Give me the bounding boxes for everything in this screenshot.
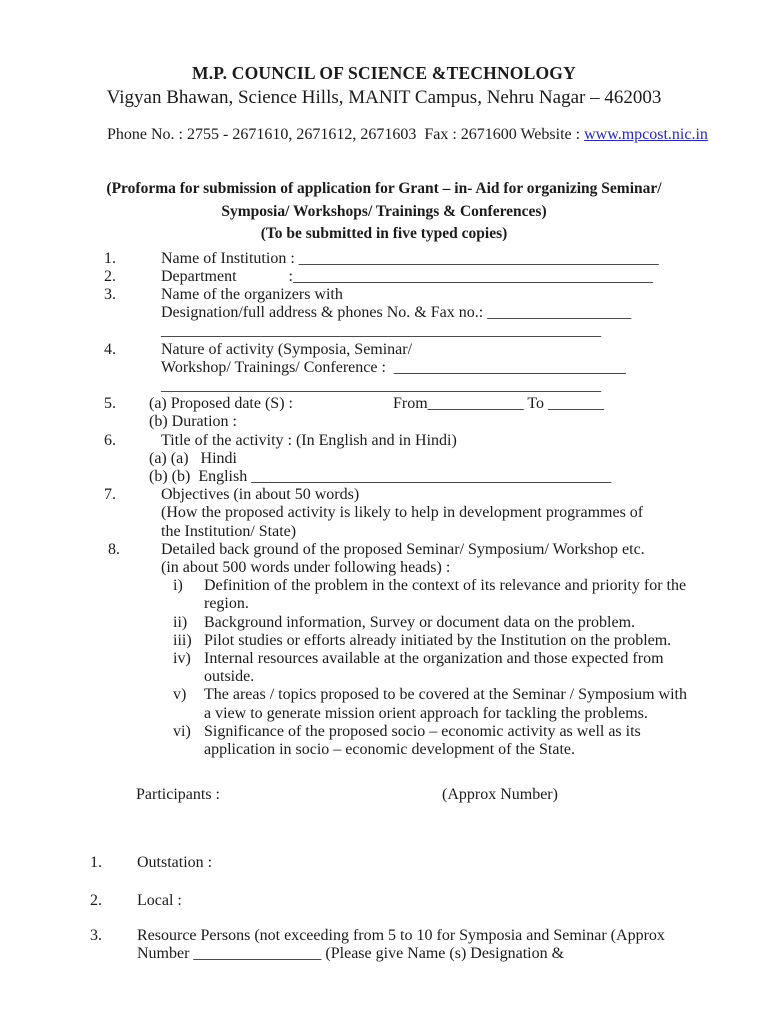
form-line xyxy=(104,250,768,268)
line-text: Title of the activity : (In English and in Hindi) xyxy=(161,431,457,449)
form-items-list xyxy=(104,250,768,760)
roman-numeral xyxy=(173,595,204,613)
roman-numeral xyxy=(173,705,204,723)
form-line xyxy=(104,486,768,504)
breakdown-line xyxy=(90,945,768,963)
participants-breakdown-list xyxy=(90,854,768,963)
item-number: 2. xyxy=(90,891,102,909)
line-text: (b) (b) English _____________________________________________ xyxy=(149,467,612,485)
item-number: 5. xyxy=(104,395,116,413)
line-text: Nature of activity (Symposia, Seminar/ xyxy=(161,340,413,358)
item-number xyxy=(104,741,161,759)
proforma-line-3: (To be submitted in five typed copies) xyxy=(260,225,508,242)
form-line xyxy=(104,705,768,723)
roman-numeral: iii) xyxy=(173,631,192,649)
item-number xyxy=(104,705,161,723)
line-text: Objectives (in about 50 words) xyxy=(161,486,360,504)
form-line xyxy=(104,741,768,759)
line-text: Detailed back ground of the proposed Seminar/ Symposium/ Workshop etc. xyxy=(161,540,645,558)
item-number xyxy=(104,686,161,704)
roman-numeral: vi) xyxy=(173,722,191,740)
item-number: 6. xyxy=(104,431,116,449)
line-text: The areas / topics proposed to be covered at the Seminar / Symposium with xyxy=(204,686,687,704)
line-text: (a) Proposed date (S) : From____________ To _______ xyxy=(149,395,604,413)
item-number xyxy=(104,650,161,668)
line-text: region. xyxy=(204,595,249,613)
item-number: 1. xyxy=(104,249,116,267)
form-line xyxy=(104,286,768,304)
form-line xyxy=(104,341,768,359)
item-number xyxy=(104,723,161,741)
item-number xyxy=(104,577,161,595)
item-number: 8. xyxy=(104,540,120,558)
line-text: (in about 500 words under following heads) : xyxy=(161,558,451,576)
item-number: 4. xyxy=(104,340,116,358)
line-text: Local : xyxy=(137,891,182,909)
item-number: 3. xyxy=(104,285,116,303)
approx-number-label: (Approx Number) xyxy=(441,786,558,804)
form-line xyxy=(104,504,768,522)
line-text: Resource Persons (not exceeding from 5 to 10 for Symposia and Seminar (Approx xyxy=(137,926,665,944)
item-number xyxy=(104,523,161,541)
line-text: (a) (a) Hindi xyxy=(149,449,237,467)
form-line xyxy=(104,413,768,431)
line-text: the Institution/ State) xyxy=(161,522,297,540)
contact-line xyxy=(107,124,768,146)
proforma-line-1: (Proforma for submission of application for Grant – in- Aid for organizing Seminar/ xyxy=(106,180,662,197)
line-text: (b) Duration : xyxy=(149,413,237,431)
form-line xyxy=(104,377,768,395)
form-line xyxy=(104,650,768,668)
line-text: Outstation : xyxy=(137,854,213,872)
proforma-title xyxy=(0,178,768,246)
form-line xyxy=(104,395,768,413)
form-line xyxy=(104,268,768,286)
form-line xyxy=(104,450,768,468)
item-number: 7. xyxy=(104,486,116,504)
roman-numeral: v) xyxy=(173,686,187,704)
form-line xyxy=(104,614,768,632)
item-number: 2. xyxy=(104,267,116,285)
item-number xyxy=(104,359,161,377)
roman-numeral: iv) xyxy=(173,649,191,667)
item-number xyxy=(104,595,161,613)
item-number xyxy=(104,304,161,322)
line-text: Department :_____________________________________________ xyxy=(161,267,653,285)
line-text: _______________________________________________________ xyxy=(161,322,601,340)
item-number xyxy=(90,945,137,963)
roman-numeral: i) xyxy=(173,577,183,595)
form-line xyxy=(104,577,768,595)
line-text: Significance of the proposed socio – economic activity as well as its xyxy=(204,722,641,740)
roman-numeral: ii) xyxy=(173,613,188,631)
line-text: Background information, Survey or document data on the problem. xyxy=(204,613,636,631)
proforma-line-2: Symposia/ Workshops/ Trainings & Conferences) xyxy=(221,202,547,220)
line-text: application in socio – economic development of the State. xyxy=(204,740,576,758)
participants-label: Participants : xyxy=(136,786,220,804)
line-text: Workshop/ Trainings/ Conference : _____________________________ xyxy=(161,358,626,376)
line-text: Name of Institution : _____________________________________________ xyxy=(161,249,659,267)
form-line xyxy=(104,723,768,741)
org-address: Vigyan Bhawan, Science Hills, MANIT Campus, Nehru Nagar – 462003 xyxy=(106,87,662,108)
item-number xyxy=(104,632,161,650)
participants-row xyxy=(136,786,768,804)
form-line xyxy=(104,686,768,704)
website-link[interactable]: www.mpcost.nic.in xyxy=(584,126,708,143)
item-number xyxy=(104,559,161,577)
breakdown-line xyxy=(90,892,768,910)
form-line xyxy=(104,432,768,450)
item-number: 3. xyxy=(90,926,102,944)
form-line xyxy=(104,668,768,686)
line-text: Designation/full address & phones No. & Fax no.: __________________ xyxy=(161,304,632,322)
line-text: Pilot studies or efforts already initiated by the Institution on the problem. xyxy=(204,631,672,649)
line-text: Definition of the problem in the context of its relevance and priority for the xyxy=(204,577,687,595)
form-line xyxy=(104,595,768,613)
form-line xyxy=(104,304,768,322)
line-text: outside. xyxy=(204,668,255,686)
line-text: (How the proposed activity is likely to help in development programmes of xyxy=(161,504,644,522)
item-number xyxy=(104,322,161,340)
form-line xyxy=(104,559,768,577)
roman-numeral xyxy=(173,668,204,686)
line-text: Internal resources available at the organization and those expected from xyxy=(204,649,664,667)
form-line xyxy=(104,541,768,559)
form-line xyxy=(104,359,768,377)
item-number xyxy=(104,614,161,632)
form-line xyxy=(104,523,768,541)
line-text: a view to generate mission orient approach for tackling the problems. xyxy=(204,704,648,722)
line-text: _______________________________________________________ xyxy=(161,376,601,394)
breakdown-line xyxy=(90,854,768,872)
form-line xyxy=(104,632,768,650)
item-number xyxy=(104,504,161,522)
line-text: Name of the organizers with xyxy=(161,285,343,303)
form-line xyxy=(104,468,768,486)
org-name: M.P. COUNCIL OF SCIENCE &TECHNOLOGY xyxy=(192,63,576,83)
form-line xyxy=(104,322,768,340)
item-number xyxy=(104,377,161,395)
roman-numeral xyxy=(173,741,204,759)
line-text: Number ________________ (Please give Name (s) Designation & xyxy=(137,945,565,962)
item-number xyxy=(104,668,161,686)
item-number: 1. xyxy=(90,854,102,872)
phone-fax-text: Phone No. : 2755 - 2671610, 2671612, 2671603 Fax : 2671600 Website : xyxy=(107,126,585,143)
breakdown-line xyxy=(90,927,768,945)
